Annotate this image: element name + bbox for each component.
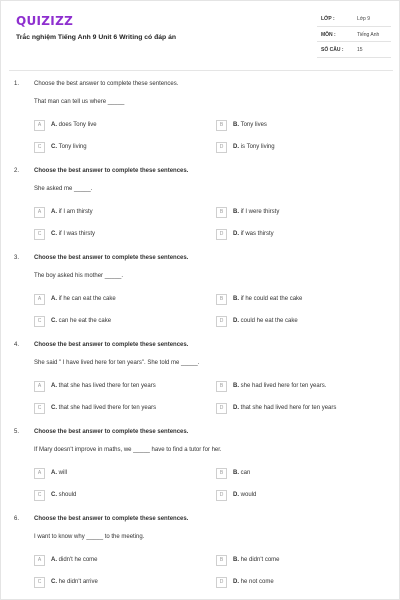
meta-row-class [317, 11, 391, 27]
option-d[interactable] [216, 403, 386, 414]
meta-label: LỚP : [321, 16, 335, 22]
question-4 [1, 342, 400, 429]
question-number: 1. [14, 81, 20, 87]
option-box: D [216, 229, 227, 240]
option-letter: A. [51, 470, 57, 476]
question-sentence: She asked me _____. [34, 186, 93, 192]
option-letter: D. [233, 579, 239, 585]
question-prompt: Choose the best answer to complete these sentences. [34, 516, 189, 522]
option-c[interactable] [34, 229, 204, 240]
option-letter: D. [233, 231, 239, 237]
option-letter: C. [51, 579, 57, 585]
question-1 [1, 81, 400, 168]
question-number: 2. [14, 168, 20, 174]
option-d[interactable] [216, 229, 386, 240]
option-box: B [216, 294, 227, 305]
option-letter: C. [51, 231, 57, 237]
option-text: didn't he come [58, 557, 98, 563]
meta-value: Lớp 9 [357, 16, 371, 22]
option-box: A [34, 207, 45, 218]
option-box: A [34, 294, 45, 305]
option-a[interactable] [34, 555, 204, 566]
question-sentence: The boy asked his mother _____. [34, 273, 124, 279]
option-text: he didn't come [240, 557, 280, 563]
option-a[interactable] [34, 207, 204, 218]
option-letter: A. [51, 209, 57, 215]
worksheet-title: Trắc nghiệm Tiếng Anh 9 Unit 6 Writing có đáp án [16, 34, 176, 41]
option-text: could he eat the cake [240, 318, 298, 324]
meta-row-subject [317, 27, 391, 43]
question-prompt: Choose the best answer to complete these sentences. [34, 429, 189, 435]
option-box: D [216, 403, 227, 414]
option-box: D [216, 490, 227, 501]
option-c[interactable] [34, 577, 204, 588]
option-text: that she had lived here for ten years [240, 405, 337, 411]
option-c[interactable] [34, 490, 204, 501]
worksheet-meta-table [317, 11, 391, 58]
option-a[interactable] [34, 381, 204, 392]
option-c[interactable] [34, 142, 204, 153]
option-text: if he can eat the cake [58, 296, 116, 302]
question-number: 3. [14, 255, 20, 261]
option-box: C [34, 229, 45, 240]
question-number: 6. [14, 516, 20, 522]
option-letter: A. [51, 122, 57, 128]
option-d[interactable] [216, 577, 386, 588]
option-letter: D. [233, 144, 239, 150]
option-box: C [34, 490, 45, 501]
option-letter: D. [233, 405, 239, 411]
option-text: if was thirsty [240, 231, 274, 237]
option-box: C [34, 316, 45, 327]
option-text: can he eat the cake [58, 318, 112, 324]
option-letter: C. [51, 318, 57, 324]
option-letter: B. [233, 557, 239, 563]
question-prompt: Choose the best answer to complete these sentences. [34, 255, 189, 261]
option-a[interactable] [34, 294, 204, 305]
option-letter: B. [233, 122, 239, 128]
option-letter: C. [51, 492, 57, 498]
option-text: would [240, 492, 257, 498]
meta-value: Tiếng Anh [357, 31, 380, 38]
option-letter: B. [233, 383, 239, 389]
option-b[interactable] [216, 381, 386, 392]
option-text: she had lived here for ten years. [240, 383, 327, 389]
option-letter: C. [51, 405, 57, 411]
option-box: B [216, 120, 227, 131]
option-letter: A. [51, 557, 57, 563]
option-box: D [216, 577, 227, 588]
option-text: he not come [240, 579, 274, 585]
option-box: B [216, 381, 227, 392]
option-letter: D. [233, 492, 239, 498]
option-text: if he could eat the cake [240, 296, 303, 302]
option-box: D [216, 316, 227, 327]
question-prompt: Choose the best answer to complete these sentences. [34, 81, 179, 87]
option-box: B [216, 207, 227, 218]
option-d[interactable] [216, 316, 386, 327]
option-letter: A. [51, 383, 57, 389]
question-number: 5. [14, 429, 20, 435]
option-box: B [216, 555, 227, 566]
option-box: D [216, 142, 227, 153]
option-text: Tony lives [240, 122, 267, 128]
option-box: A [34, 555, 45, 566]
option-text: that she has lived there for ten years [58, 383, 156, 389]
question-6 [1, 516, 400, 600]
option-text: can [240, 470, 251, 476]
question-3 [1, 255, 400, 342]
option-letter: A. [51, 296, 57, 302]
option-letter: B. [233, 296, 239, 302]
option-a[interactable] [34, 468, 204, 479]
option-d[interactable] [216, 142, 386, 153]
question-2 [1, 168, 400, 255]
option-letter: C. [51, 144, 57, 150]
option-c[interactable] [34, 403, 204, 414]
question-prompt: Choose the best answer to complete these sentences. [34, 168, 189, 174]
quizizz-logo: QUIZIZZ [16, 14, 74, 28]
question-5 [1, 429, 400, 516]
option-text: is Tony living [240, 144, 275, 150]
option-b[interactable] [216, 294, 386, 305]
option-b[interactable] [216, 468, 386, 479]
option-text: he didn't arrive [58, 579, 98, 585]
option-text: should [58, 492, 77, 498]
option-text: if I am thirsty [58, 209, 93, 215]
option-box: A [34, 381, 45, 392]
question-sentence: I want to know why _____ to the meeting. [34, 534, 145, 540]
option-letter: D. [233, 318, 239, 324]
option-text: if I was thirsty [58, 231, 96, 237]
header-divider [9, 70, 393, 71]
option-text: does Tony live [58, 122, 97, 128]
option-letter: B. [233, 470, 239, 476]
option-text: will [58, 470, 68, 476]
meta-row-question-count [317, 42, 391, 58]
meta-label: MÔN : [321, 31, 336, 38]
meta-value: 15 [357, 47, 363, 53]
question-sentence: That man can tell us where _____ [34, 99, 125, 105]
option-d[interactable] [216, 490, 386, 501]
meta-label: SỐ CÂU : [321, 47, 344, 53]
option-c[interactable] [34, 316, 204, 327]
option-box: A [34, 468, 45, 479]
option-a[interactable] [34, 120, 204, 131]
option-text: Tony living [58, 144, 87, 150]
option-box: C [34, 142, 45, 153]
option-box: B [216, 468, 227, 479]
question-sentence: She said " I have lived here for ten years". She told me _____. [34, 360, 200, 366]
option-b[interactable] [216, 555, 386, 566]
option-box: C [34, 577, 45, 588]
option-text: that she had lived there for ten years [58, 405, 157, 411]
option-text: if I were thirsty [240, 209, 280, 215]
option-box: C [34, 403, 45, 414]
option-b[interactable] [216, 120, 386, 131]
question-sentence: If Mary doesn't improve in maths, we _____ have to find a tutor for her. [34, 447, 222, 453]
question-prompt: Choose the best answer to complete these sentences. [34, 342, 189, 348]
option-letter: B. [233, 209, 239, 215]
option-box: A [34, 120, 45, 131]
question-number: 4. [14, 342, 20, 348]
option-b[interactable] [216, 207, 386, 218]
